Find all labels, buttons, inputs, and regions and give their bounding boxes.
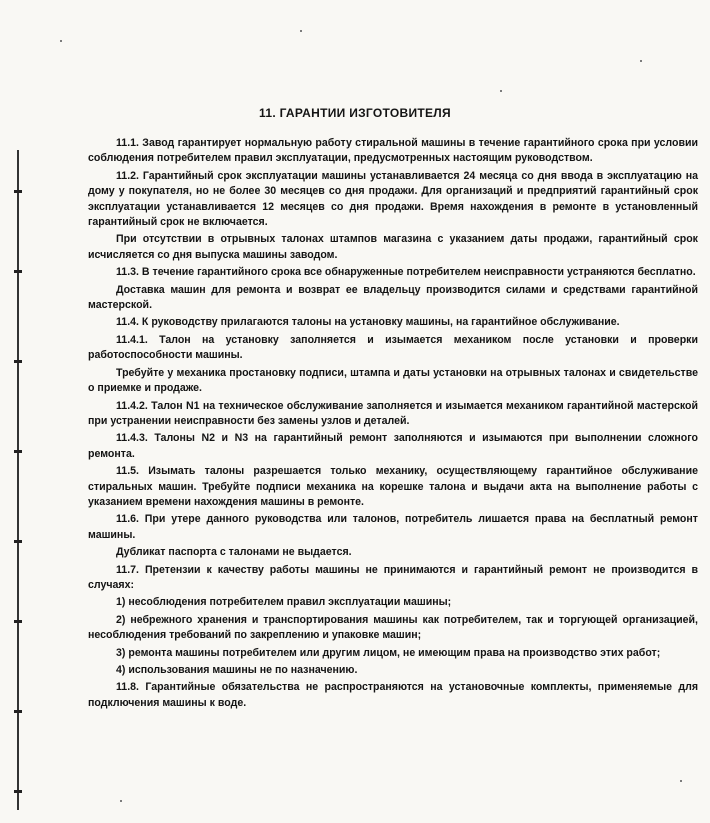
paragraph: 11.3. В течение гарантийного срока все обнаруженные потребителем неисправности устраняются бесплатно. [116,266,696,279]
scan-speck [300,30,302,32]
section-heading: 11. ГАРАНТИИ ИЗГОТОВИТЕЛЯ [259,106,451,120]
list-item: 2) небрежного хранения и транспортирования машины как потребителем, так и торгующей организацией, несоблюдения требований по закреплению и упаковке машин; [88,613,698,642]
paragraph: 11.2. Гарантийный срок эксплуатации машины устанавливается 24 месяца со дня ввода в эксплуатацию на дому у покупателя, но не более 30 месяцев со дня продажи. Для организаций и предприятий гарантийный срок эксплуатации устанавливается 12 месяцев со дня продажи. Время нахождения в ремонте в установленный гарантийный срок не включается. [88,169,698,229]
paragraph: 11.4.3. Талоны N2 и N3 на гарантийный ремонт заполняются и изымаются при выполнении сложного ремонта. [88,432,698,460]
binding-edge [14,150,22,810]
section-body [88,136,698,713]
paragraph: 11.4.1. Талон на установку заполняется и изымается механиком после установки и проверки работоспособности машины. [88,333,698,362]
paragraph: Дубликат паспорта с талонами не выдается. [116,546,352,559]
paragraph: 11.4. К руководству прилагаются талоны на установку машины, на гарантийное обслуживание. [116,316,620,329]
scan-speck [120,800,122,802]
paragraph: Требуйте у механика простановку подписи, штампа и даты установки на отрывных талонах и свидетельстве о приемке и продаже. [88,366,698,395]
paragraph: 11.6. При утере данного руководства или талонов, потребитель лишается права на бесплатный ремонт машины. [88,513,698,541]
paragraph: При отсутствии в отрывных талонах штампов магазина с указанием даты продажи, гарантийный срок исчисляется со дня выпуска машины заводом. [88,233,698,261]
paragraph: Доставка машин для ремонта и возврат ее владельцу производится силами и средствами гарантийной мастерской. [88,283,698,312]
paragraph: 11.8. Гарантийные обязательства не распространяются на установочные комплекты, применяемые для подключения машины к воде. [88,681,698,709]
scan-speck [500,90,502,92]
scan-speck [60,40,62,42]
paragraph: 11.5. Изымать талоны разрешается только механику, осуществляющему гарантийное обслуживание стиральных машин. Требуйте подписи механика на корешке талона и выдачи акта на выполнение работы с указанием времени нахождения машины в ремонте. [88,465,698,508]
list-item: 4) использования машины не по назначению. [116,664,358,676]
paragraph: 11.1. Завод гарантирует нормальную работу стиральной машины в течение гарантийного срока при условии соблюдения потребителем правил эксплуатации, предусмотренных настоящим руководством. [88,137,698,165]
scan-speck [680,780,682,782]
scan-speck [640,60,642,62]
paragraph: 11.7. Претензии к качеству работы машины не принимаются и гарантийный ремонт не производится в случаях: [88,563,698,591]
list-item: 1) несоблюдения потребителем правил эксплуатации машины; [116,596,452,609]
list-item: 3) ремонта машины потребителем или другим лицом, не имеющим права на производство этих работ; [116,646,661,659]
paragraph: 11.4.2. Талон N1 на техническое обслуживание заполняется и изымается механиком гарантийной мастерской при устранении неисправности без замены узлов и деталей. [88,399,698,427]
